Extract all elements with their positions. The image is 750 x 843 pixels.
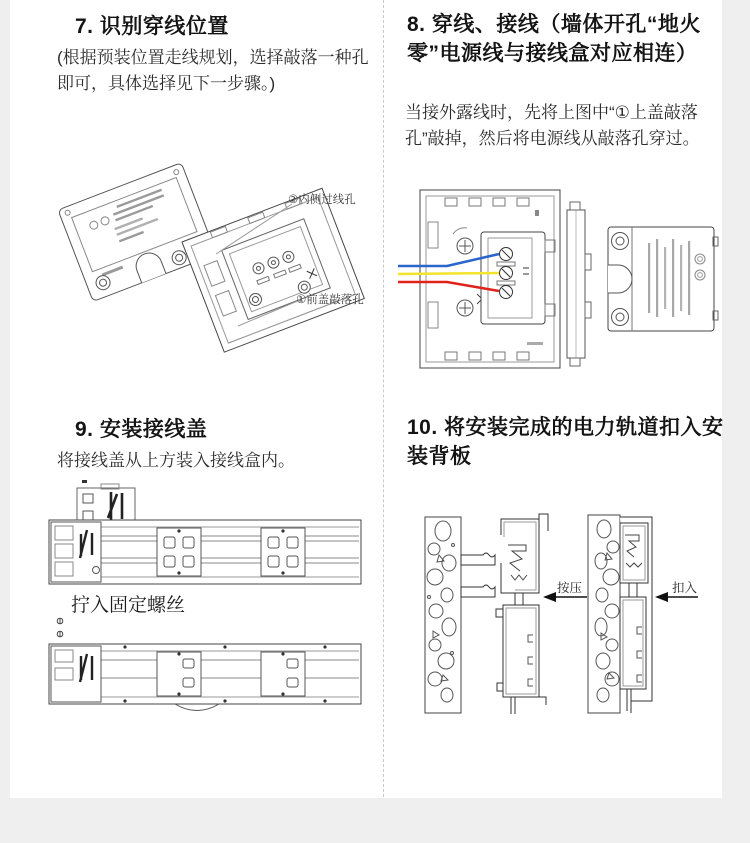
mounting-clips-drawing [461,553,495,597]
wall-section-left [425,517,461,713]
callout-front-knockout-hole: ①前盖敲落孔 [296,294,364,306]
press-label: 按压 [557,581,583,595]
step8-body: 当接外露线时，先将上图中“①上盖敲落孔”敲掉，然后将电源线从敲落孔穿过。 [405,103,700,148]
step10-title: 10. 将安装完成的电力轨道扣入安装背板 [407,416,724,468]
step9-body: 将接线盖从上方装入接线盒内。 [57,451,295,470]
track-profile-clipped [620,517,652,713]
screw-note: 拧入固定螺丝 [71,595,186,616]
wall-section-right [588,515,620,713]
wiring-box-side-drawing [567,202,591,366]
junction-box-open-drawing [182,188,364,352]
track-profile-free [496,514,548,714]
track-drawing-bottom [49,644,361,711]
wiring-box-front-drawing [420,190,560,368]
step7-title: 7. 识别穿线位置 [75,15,229,38]
step8-diagram [395,182,725,387]
fixing-screws-icon [57,618,63,637]
step7-note: (根据预装位置走线规划，选择敲落一种孔即可，具体选择见下一步骤。) [57,48,369,93]
yellow-wire [398,273,499,274]
step10-diagram [405,505,720,720]
clip-label: 扣入 [672,581,698,595]
step8-title: 8. 穿线、接线（墙体开孔“地火零”电源线与接线盒对应相连） [407,13,701,65]
cover-plate-drawing [608,227,718,331]
junction-box-cover-drawing [58,163,216,302]
callout-inner-wire-hole: ②内侧过线孔 [288,194,356,206]
column-divider [383,0,384,797]
step9-title: 9. 安装接线盖 [75,418,208,441]
track-drawing-top [49,520,361,584]
